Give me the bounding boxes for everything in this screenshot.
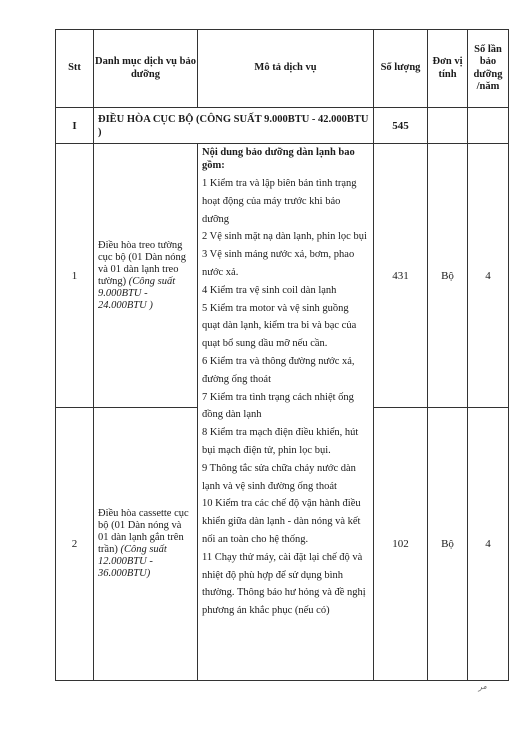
row-quantity: 102: [374, 408, 428, 681]
table-row: [56, 144, 509, 408]
description-heading: Nội dung bảo dưỡng dàn lạnh bao gồm:: [202, 147, 355, 171]
handwritten-initials: مر: [477, 681, 488, 692]
section-stt: I: [56, 108, 94, 144]
row-frequency: 4: [468, 144, 509, 408]
header-category: Danh mục dịch vụ bảo dưỡng: [94, 30, 198, 108]
row-unit: Bộ: [428, 408, 468, 681]
row-unit: Bộ: [428, 144, 468, 408]
row-stt: 2: [56, 408, 94, 681]
section-quantity: 545: [374, 108, 428, 144]
description-item: 7 Kiểm tra tình trạng cách nhiệt ống đồng dàn lạnh: [202, 391, 354, 421]
section-title: ĐIỀU HÒA CỤC BỘ (CÔNG SUẤT 9.000BTU - 42.000BTU ): [94, 108, 374, 144]
row-category: [94, 144, 198, 408]
section-frequency-cell: [468, 108, 509, 144]
service-table: [55, 29, 509, 681]
section-row: [56, 108, 509, 144]
header-row: [56, 30, 509, 108]
service-description: [198, 144, 374, 681]
description-item: 1 Kiểm tra và lập biên bản tình trạng hoạt động của máy trước khi bảo dưỡng: [202, 178, 357, 225]
category-capacity: (Công suất 12.000BTU - 36.000BTU): [98, 544, 167, 579]
category-name: Điều hòa cassette cục bộ (01 Dàn nóng và 01 dàn lạnh gắn trên trần): [98, 508, 189, 555]
row-quantity: 431: [374, 144, 428, 408]
row-frequency: 4: [468, 408, 509, 681]
header-description: Mô tả dịch vụ: [198, 30, 374, 108]
description-item: 5 Kiểm tra motor và vệ sinh guồng quạt dàn lạnh, kiểm tra bi và bạc của quạt bổ sung dầu mỡ nếu cần.: [202, 302, 357, 350]
header-frequency: Số lần bảo dưỡng /năm: [468, 30, 509, 108]
description-item: 2 Vệ sinh mặt nạ dàn lạnh, phin lọc bụi: [202, 231, 367, 243]
description-item: 6 Kiểm tra và thông đường nước xả, đường ống thoát: [202, 355, 355, 385]
row-category: [94, 408, 198, 681]
header-unit: Đơn vị tính: [428, 30, 468, 108]
description-item: 9 Thông tắc sửa chữa chảy nước dàn lạnh và vệ sinh đường ống thoát: [202, 462, 356, 492]
description-item: 8 Kiểm tra mạch điện điều khiển, hút bụi mạch điện tử, phin lọc bụi.: [202, 427, 359, 456]
row-stt: 1: [56, 144, 94, 408]
header-stt: Stt: [56, 30, 94, 108]
category-capacity: (Công suất 9.000BTU - 24.000BTU ): [98, 275, 176, 311]
section-unit-cell: [428, 108, 468, 144]
category-name: Điều hòa treo tường cục bộ (01 Dàn nóng và 01 dàn lạnh treo tường): [98, 239, 187, 287]
description-item: 4 Kiểm tra vệ sinh coil dàn lạnh: [202, 284, 337, 296]
description-item: 10 Kiểm tra các chế độ vận hành điều khiển giữa dàn lạnh - dàn nóng và kết nối an toàn cho hệ thống.: [202, 498, 361, 545]
header-quantity: Số lượng: [374, 30, 428, 108]
description-item: 3 Vệ sinh máng nước xả, bơm, phao nước xả.: [202, 249, 355, 278]
description-item: 11 Chạy thử máy, cài đặt lại chế độ và nhiệt độ phù hợp để sử dụng bình thường. Thông báo hư hỏng và đề nghị phương án khắc phục (nếu có): [202, 551, 366, 617]
